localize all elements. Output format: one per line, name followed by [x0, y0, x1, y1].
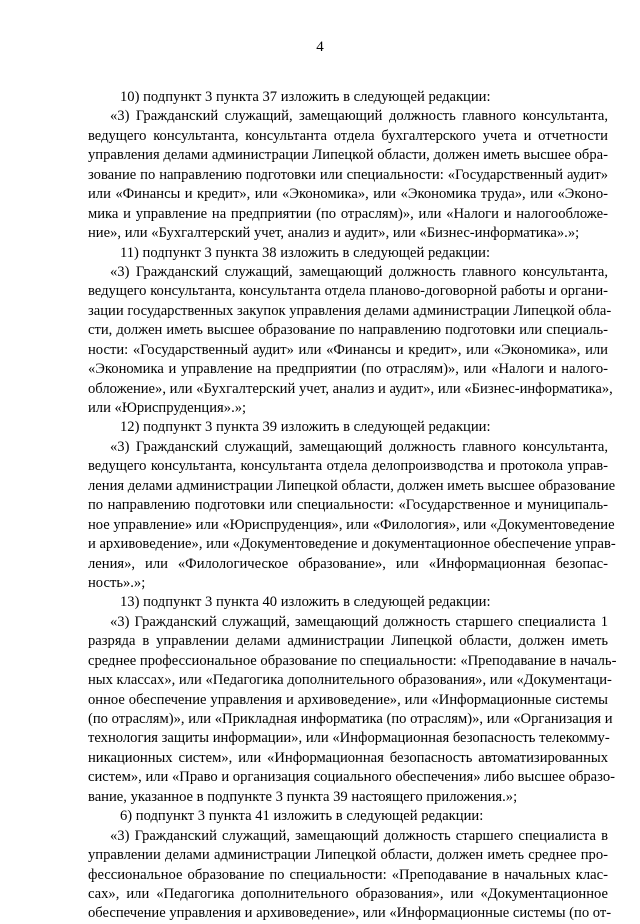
- text-line: «3) Гражданский служащий, замещающий должность главного консультанта,: [110, 108, 608, 125]
- text-line: ность».»;: [88, 574, 146, 591]
- text-line: «3) Гражданский служащий, замещающий должность старшего специалиста в: [110, 827, 608, 844]
- text-line: управлении делами администрации Липецкой области, должен иметь среднее про-: [88, 847, 608, 864]
- text-line: и архивоведение», или «Документоведение и документационное обеспечение управ-: [88, 536, 616, 553]
- section-heading-line: 11) подпункт 3 пункта 38 изложить в следующей редакции:: [120, 244, 491, 261]
- text-line: ние», или «Бухгалтерский учет, анализ и аудит», или «Бизнес-информатика».»;: [88, 225, 580, 242]
- text-line: «3) Гражданский служащий, замещающий должность старшего специалиста 1: [110, 613, 608, 630]
- text-line: ности: «Государственный аудит» или «Финансы и кредит», или «Экономика», или: [88, 341, 608, 358]
- text-line: обеспечение управления и архивоведение», или «Информационные системы (по от-: [88, 905, 612, 922]
- text-line: зование по направлению подготовки или специальности: «Государственный аудит»: [88, 166, 608, 183]
- text-line: (по отраслям)», или «Прикладная информатика (по отраслям)», или «Организация и: [88, 711, 613, 727]
- text-line: или «Финансы и кредит», или «Экономика», или «Экономика труда», или «Эконо-: [88, 186, 608, 203]
- text-line: онное обеспечение управления и архивоведение», или «Информационные системы: [88, 691, 608, 708]
- text-line: «3) Гражданский служащий, замещающий должность главного консультанта,: [110, 438, 608, 455]
- text-line: сах», или «Педагогика дополнительного образования», или «Документационное: [88, 885, 608, 902]
- text-line: ных классах», или «Педагогика дополнительного образования», или «Документаци-: [88, 672, 612, 689]
- text-line: ления делами администрации Липецкой области, должен иметь высшее образование: [88, 477, 616, 494]
- text-line: фессиональное образование по специальности: «Преподавание в начальных клас-: [88, 866, 608, 883]
- text-line: никационных систем», или «Информационная безопасность автоматизированных: [88, 749, 608, 766]
- text-line: «Экономика и управление на предприятии (по отраслям)», или «Налоги и налого-: [88, 361, 608, 378]
- section-heading-line: 6) подпункт 3 пункта 41 изложить в следующей редакции:: [120, 808, 484, 825]
- text-line: сти, должен иметь высшее образование по направлению подготовки или специаль-: [88, 322, 608, 339]
- text-line: среднее профессиональное образование по специальности: «Преподавание в началь-: [88, 652, 617, 669]
- document-body: [88, 88, 617, 924]
- text-line: ведущего консультанта, консультанта отдела бухгалтерского учета и отчетности: [88, 127, 608, 144]
- text-line: ления», или «Филологическое образование», или «Информационная безопас-: [88, 555, 608, 572]
- text-line: ведущего консультанта, консультанта отдела планово-договорной работы и органи-: [88, 283, 608, 300]
- text-line: обложение», или «Бухгалтерский учет, анализ и аудит», или «Бизнес-информатика»,: [88, 380, 613, 397]
- text-line: разряда в управлении делами администрации Липецкой области, должен иметь: [88, 633, 608, 650]
- section-heading-line: 10) подпункт 3 пункта 37 изложить в следующей редакции:: [120, 89, 491, 105]
- text-line: систем», или «Право и организация социального обеспечения» либо высшее образо-: [88, 769, 615, 786]
- section-heading-line: 13) подпункт 3 пункта 40 изложить в следующей редакции:: [120, 594, 491, 611]
- text-line: или «Юриспруденция».»;: [88, 400, 247, 416]
- text-line: управления делами администрации Липецкой области, должен иметь высшее обра-: [88, 147, 608, 164]
- text-line: по направлению подготовки или специальности: «Государственное и муниципаль-: [88, 497, 608, 514]
- section-heading-line: 12) подпункт 3 пункта 39 изложить в следующей редакции:: [120, 419, 491, 436]
- text-line: «3) Гражданский служащий, замещающий должность главного консультанта,: [110, 263, 608, 280]
- text-line: мика и управление на предприятии (по отраслям)», или «Налоги и налогообложе-: [88, 205, 608, 222]
- text-line: ное управление» или «Юриспруденция», или «Филология», или «Документоведение: [88, 516, 615, 533]
- text-line: ведущего консультанта, консультанта отдела делопроизводства и протокола управ-: [88, 458, 608, 475]
- text-line: зации государственных закупок управления делами администрации Липецкой обла-: [88, 302, 612, 319]
- page-number: 4: [316, 39, 324, 55]
- text-line: вание, указанное в подпункте 3 пункта 39 настоящего приложения.»;: [88, 788, 518, 805]
- text-line: технология защиты информации», или «Информационная безопасность телекомму-: [88, 730, 610, 747]
